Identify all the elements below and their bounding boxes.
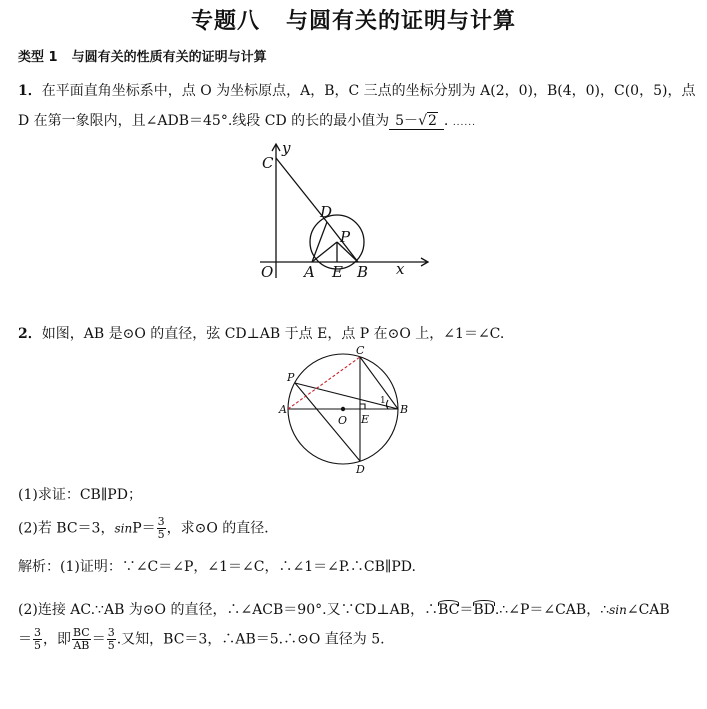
solution-f3-num: 3 [107, 626, 115, 639]
page-title [0, 4, 707, 35]
solution-text-3-mid: ，即 [43, 631, 71, 648]
q2-label-c: C [356, 344, 365, 357]
q1-label-a: A [304, 263, 315, 281]
q2-label-e: E [361, 413, 370, 426]
section-label: 类型 1 [18, 50, 58, 65]
solution-sin: sin [609, 603, 627, 617]
q1-line-1 [18, 80, 695, 100]
solution-text-1: 解析：(1)证明：∵∠C＝∠P，∠1＝∠C，∴∠1＝∠P.∴CB∥PD. [18, 559, 416, 575]
q1-text-1: 在平面直角坐标系中，点 O 为坐标原点，A，B，C 三点的坐标分别为 A(2，0)，B(4，0)，C(0，5)，点 [41, 83, 696, 99]
q2-center-dot [341, 407, 345, 411]
solution-f1-num: 3 [34, 626, 41, 639]
solution-fraction-3 [107, 627, 116, 652]
q1-number: 1． [18, 83, 42, 99]
q2-part-2-frac-num: 3 [157, 515, 165, 528]
solution-text-2-post: ∠CAB [626, 602, 670, 618]
q1-label-y: y [282, 139, 291, 157]
q1-label-b: B [357, 263, 369, 281]
q1-figure [250, 138, 440, 283]
q1-text-2-end: . [443, 113, 449, 129]
title-main: 专题八 [190, 9, 260, 34]
q1-label-p: P [340, 228, 351, 246]
q2-dashed-ac [288, 357, 360, 409]
q1-label-o: O [261, 263, 274, 281]
q2-label-p: P [287, 371, 295, 384]
q2-part-1 [18, 484, 142, 504]
solution-equals-2: ＝ [91, 631, 106, 648]
solution-text-3-post: .又知，BC＝3，∴AB＝5.∴⊙O 直径为 5. [116, 631, 385, 648]
solution-f1-den: 5 [34, 639, 41, 652]
solution-f2-den: AB [73, 639, 90, 652]
solution-line-2 [18, 599, 670, 619]
q2-label-o: O [338, 414, 348, 427]
solution-fraction-1 [33, 627, 42, 652]
q2-number: 2． [18, 326, 42, 342]
solution-arc-bc: BC [438, 602, 460, 618]
solution-text-2-pre: (2)连接 AC.∵AB 为⊙O 的直径，∴∠ACB＝90°.又∵CD⊥AB，∴ [18, 602, 439, 618]
q2-stem-line [18, 323, 504, 343]
section-heading [18, 46, 267, 65]
solution-text-2-mid: .∴∠P＝∠CAB，∴ [494, 602, 610, 618]
section-title: 与圆有关的性质有关的证明与计算 [71, 50, 267, 65]
q2-label-d: D [356, 463, 365, 476]
solution-line-3 [18, 627, 385, 652]
q2-label-b: B [400, 403, 409, 416]
q2-label-1: 1 [380, 396, 386, 406]
q2-part-2 [18, 516, 278, 541]
q2-part-2-fraction [157, 516, 166, 541]
q2-segment-pd [295, 383, 360, 461]
q2-part-2-sin: sin [114, 521, 133, 536]
q1-label-d: D [320, 203, 333, 221]
q2-part-2-pre: (2)若 BC＝3， [18, 520, 115, 537]
solution-fraction-2 [72, 627, 91, 652]
q1-label-c: C [262, 154, 274, 172]
q1-answer-blank: 5－√2 [389, 114, 444, 130]
solution-equals: ＝ [459, 602, 474, 618]
q1-label-e: E [332, 263, 343, 281]
solution-line-1 [18, 556, 416, 576]
title-sub: 与圆有关的证明与计算 [286, 9, 517, 34]
solution-text-3-pre: ＝ [18, 631, 32, 648]
solution-f3-den: 5 [107, 639, 115, 652]
q1-dots: ...... [452, 118, 476, 128]
q1-text-2: D 在第一象限内，且∠ADB＝45°.线段 CD 的长的最小值为 [18, 113, 390, 129]
q1-answer-sqrt: 2 [427, 113, 437, 129]
q2-figure [276, 342, 416, 477]
q2-stem: 如图，AB 是⊙O 的直径，弦 CD⊥AB 于点 E，点 P 在⊙O 上，∠1＝∠C. [41, 326, 505, 342]
solution-f2-num: BC [73, 626, 90, 639]
q2-part-2-mid: P＝ [132, 520, 156, 537]
q2-part-2-frac-den: 5 [157, 528, 165, 541]
q1-label-x: x [396, 260, 405, 278]
q2-angle-1-arc [387, 400, 389, 409]
q2-part-2-post: ，求⊙O 的直径． [166, 520, 279, 537]
q2-part-1-text: (1)求证：CB∥PD； [18, 487, 142, 503]
q2-right-angle-mark [360, 404, 365, 409]
q1-answer-text: 5－ [395, 113, 419, 129]
solution-arc-bd: BD [473, 602, 495, 618]
q2-label-a: A [279, 403, 287, 416]
q1-line-2 [18, 110, 476, 130]
